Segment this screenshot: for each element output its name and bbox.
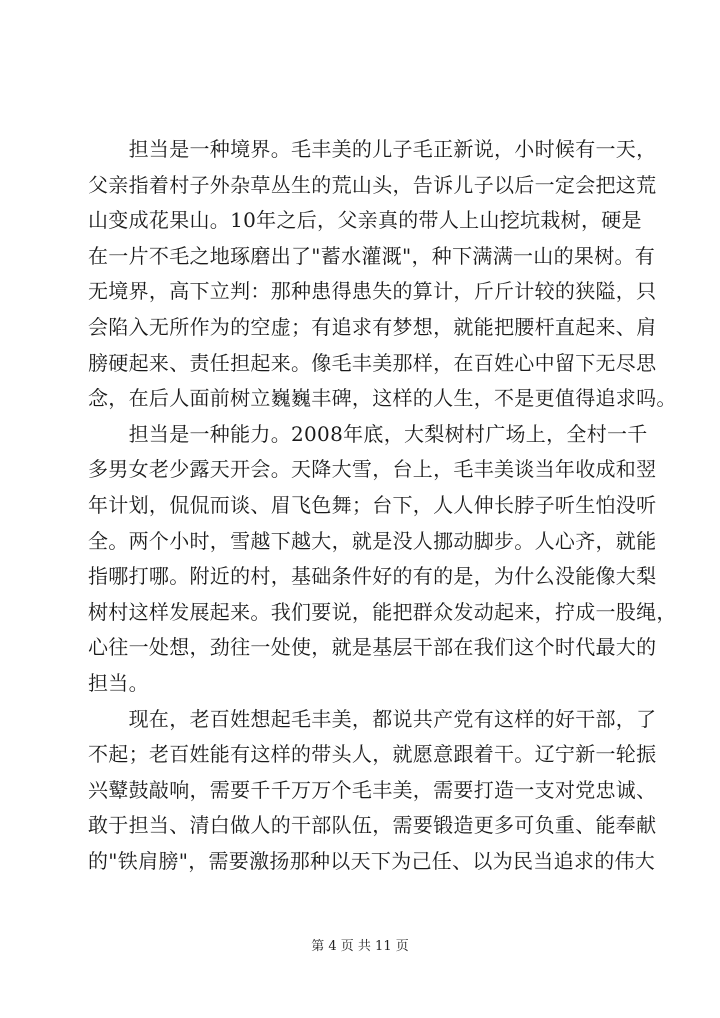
- text-line: 年计划，侃侃而谈、眉飞色舞；台下，人人伸长脖子听生怕没听: [88, 492, 657, 517]
- text-line: 兴鼙鼓敲响，需要千千万万个毛丰美，需要打造一支对党忠诚、: [88, 777, 657, 802]
- text-line: 现在，老百姓想起毛丰美，都说共产党有这样的好干部，了: [88, 706, 657, 731]
- text-line: 担当是一种境界。毛丰美的儿子毛正新说，小时候有一天，: [88, 137, 657, 161]
- text-line: 全。两个小时，雪越下越大，就是没人挪动脚步。人心齐，就能: [88, 528, 657, 553]
- text-line: 无境界，高下立判：那种患得患失的算计，斤斤计较的狭隘，只: [88, 279, 657, 304]
- text-line: 多男女老少露天开会。天降大雪，台上，毛丰美谈当年收成和翌: [88, 457, 657, 482]
- text-line: 会陷入无所作为的空虚；有追求有梦想，就能把腰杆直起来、肩: [88, 314, 657, 339]
- body-text: [88, 132, 677, 879]
- text-line: 不起；老百姓能有这样的带头人，就愿意跟着干。辽宁新一轮振: [88, 742, 657, 767]
- text-line: 担当。: [88, 670, 149, 695]
- text-line: 的"铁肩膀"，需要激扬那种以天下为己任、以为民当追求的伟大: [88, 848, 656, 873]
- text-line: 树村这样发展起来。我们要说，能把群众发动起来，拧成一股绳，: [88, 599, 677, 624]
- page-footer: 第 4 页 共 11 页: [311, 939, 409, 954]
- text-line: 担当是一种能力。2008年底，大梨树村广场上，全村一千: [88, 421, 648, 446]
- text-line: 念，在后人面前树立巍巍丰碑，这样的人生，不是更值得追求吗。: [88, 386, 677, 411]
- text-line: 心往一处想，劲往一处使，就是基层干部在我们这个时代最大的: [88, 635, 657, 660]
- text-line: 父亲指着村子外杂草丛生的荒山头，告诉儿子以后一定会把这荒: [88, 172, 657, 197]
- text-line: 在一片不毛之地琢磨出了"蓄水灌溉"，种下满满一山的果树。有: [88, 243, 656, 268]
- text-line: 指哪打哪。附近的村，基础条件好的有的是，为什么没能像大梨: [88, 564, 657, 589]
- text-line: 山变成花果山。10年之后，父亲真的带人上山挖坑栽树，硬是: [88, 208, 642, 233]
- text-line: 敢于担当、清白做人的干部队伍，需要锻造更多可负重、能奉献: [88, 813, 657, 838]
- text-line: 膀硬起来、责任担起来。像毛丰美那样，在百姓心中留下无尽思: [88, 350, 657, 375]
